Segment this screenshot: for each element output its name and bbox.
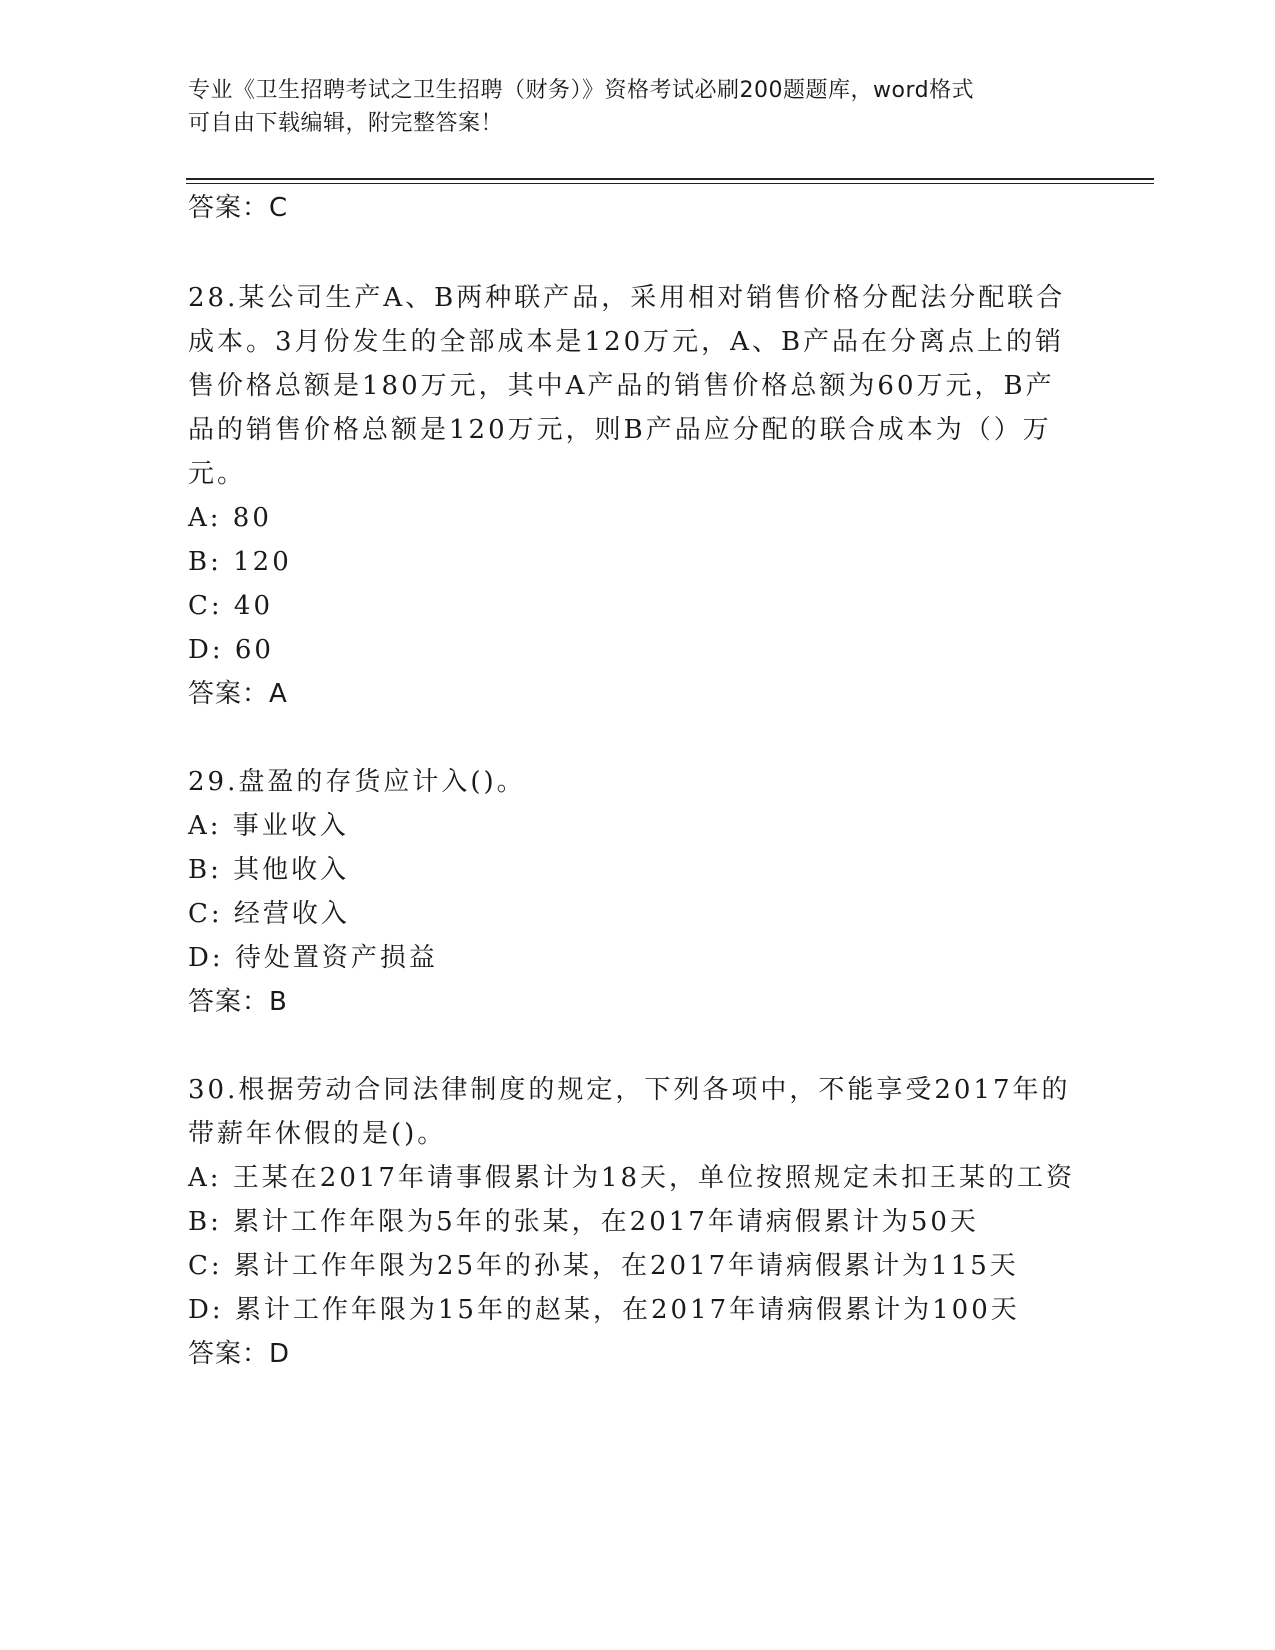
option-c: C: 40: [188, 591, 274, 621]
option-b: B: 其他收入: [188, 855, 350, 885]
question-stem-line: 带薪年休假的是()。: [188, 1119, 447, 1149]
option-b: B: 累计工作年限为5年的张某，在2017年请病假累计为50天: [188, 1207, 979, 1237]
answer: 答案：A: [188, 679, 288, 709]
option-d: D: 待处置资产损益: [188, 943, 438, 973]
header-divider-thin: [186, 183, 1154, 184]
question-stem-line: 29.盘盈的存货应计入()。: [188, 767, 526, 797]
option-d: D: 累计工作年限为15年的赵某，在2017年请病假累计为100天: [188, 1295, 1020, 1325]
answer: 答案：B: [188, 987, 288, 1017]
answer: 答案：D: [188, 1339, 291, 1369]
option-b: B: 120: [188, 547, 292, 577]
option-a: A: 王某在2017年请事假累计为18天，单位按照规定未扣王某的工资: [188, 1163, 1076, 1193]
option-c: C: 累计工作年限为25年的孙某，在2017年请病假累计为115天: [188, 1251, 1019, 1281]
question-stem-line: 成本。3月份发生的全部成本是120万元，A、B产品在分离点上的销: [188, 327, 1065, 357]
header-divider: [186, 178, 1154, 180]
header-line-2: 可自由下载编辑，附完整答案！: [188, 111, 504, 136]
option-a: A: 80: [188, 503, 272, 533]
question-stem-line: 售价格总额是180万元，其中A产品的销售价格总额为60万元，B产: [188, 371, 1055, 401]
question-stem-line: 元。: [188, 459, 247, 489]
option-a: A: 事业收入: [188, 811, 349, 841]
option-d: D: 60: [188, 635, 274, 665]
option-c: C: 经营收入: [188, 899, 350, 929]
question-stem-line: 30.根据劳动合同法律制度的规定，下列各项中，不能享受2017年的: [188, 1075, 1071, 1105]
question-stem-line: 28.某公司生产A、B两种联产品，采用相对销售价格分配法分配联合: [188, 283, 1066, 313]
previous-answer: 答案：C: [188, 193, 289, 223]
document-header: [188, 74, 1068, 140]
question-stem-line: 品的销售价格总额是120万元，则B产品应分配的联合成本为（）万: [188, 415, 1052, 445]
header-line-1: 专业《卫生招聘考试之卫生招聘（财务）》资格考试必刷200题题库，word格式: [188, 78, 975, 103]
